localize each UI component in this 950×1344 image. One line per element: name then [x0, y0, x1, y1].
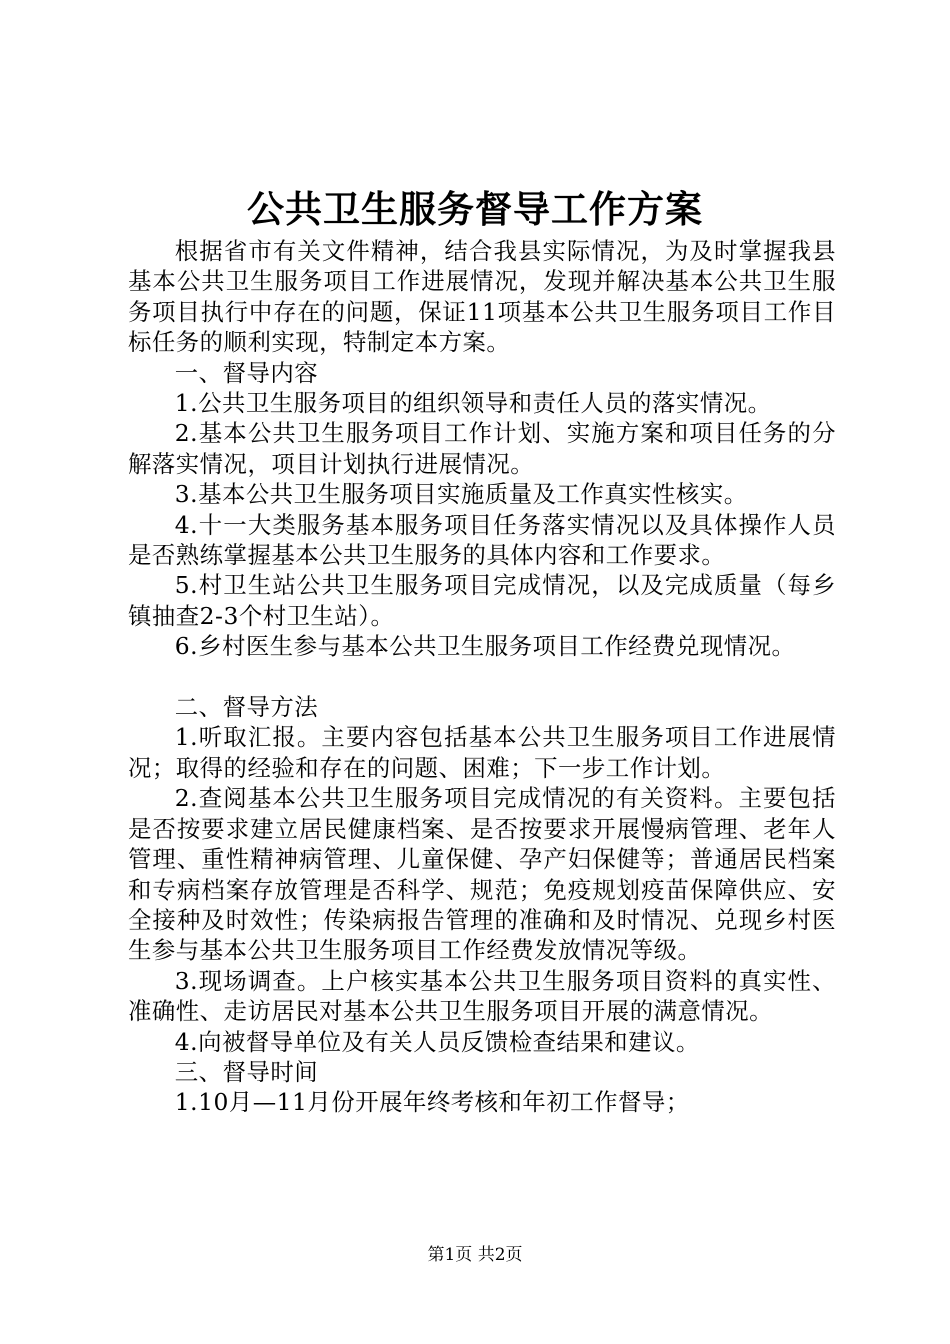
section-heading-time: 三、督导时间	[174, 1057, 319, 1086]
section-heading-method: 二、督导方法	[174, 693, 319, 722]
document-body	[128, 236, 836, 1118]
intro-paragraph: 根据省市有关文件精神，结合我县实际情况，为及时掌握我县基本公共卫生服务项目工作进展情况，发现并解决基本公共卫生服务项目执行中存在的问题，保证11项基本公共卫生服务项目工作目标任务的顺利实现，特制定本方案。	[128, 237, 836, 357]
content-item-3: 3.基本公共卫生服务项目实施质量及工作真实性核实。	[174, 480, 748, 509]
method-item-1: 1.听取汇报。主要内容包括基本公共卫生服务项目工作进展情况；取得的经验和存在的问题、困难；下一步工作计划。	[128, 723, 836, 782]
content-item-6: 6.乡村医生参与基本公共卫生服务项目工作经费兑现情况。	[174, 632, 796, 661]
time-item-1: 1.10月—11月份开展年终考核和年初工作督导；	[174, 1088, 690, 1117]
blank-line	[128, 662, 836, 692]
content-item-4: 4.十一大类服务基本服务项目任务落实情况以及具体操作人员是否熟练掌握基本公共卫生服务的具体内容和工作要求。	[128, 510, 836, 570]
content-item-1: 1.公共卫生服务项目的组织领导和责任人员的落实情况。	[174, 389, 772, 418]
content-item-2: 2.基本公共卫生服务项目工作计划、实施方案和项目任务的分解落实情况，项目计划执行进展情况。	[128, 419, 836, 478]
page-footer: 第1页 共2页	[427, 1245, 523, 1265]
section-heading-content: 一、督导内容	[174, 358, 319, 387]
method-item-3: 3.现场调查。上户核实基本公共卫生服务项目资料的真实性、准确性、走访居民对基本公共卫生服务项目开展的满意情况。	[128, 966, 836, 1026]
document-title: 公共卫生服务督导工作方案	[247, 187, 703, 231]
method-item-2: 2.查阅基本公共卫生服务项目完成情况的有关资料。主要包括是否按要求建立居民健康档案、是否按要求开展慢病管理、老年人管理、重性精神病管理、儿童保健、孕产妇保健等；普通居民档案和专病档案存放管理是否科学、规范；免疫规划疫苗保障供应、安全接种及时效性；传染病报告管理的准确和及时情况、兑现乡村医生参与基本公共卫生服务项目工作经费发放情况等级。	[128, 784, 836, 965]
content-item-5: 5.村卫生站公共卫生服务项目完成情况，以及完成质量（每乡镇抽查2-3个村卫生站）。	[128, 571, 836, 630]
method-item-4: 4.向被督导单位及有关人员反馈检查结果和建议。	[174, 1027, 700, 1056]
